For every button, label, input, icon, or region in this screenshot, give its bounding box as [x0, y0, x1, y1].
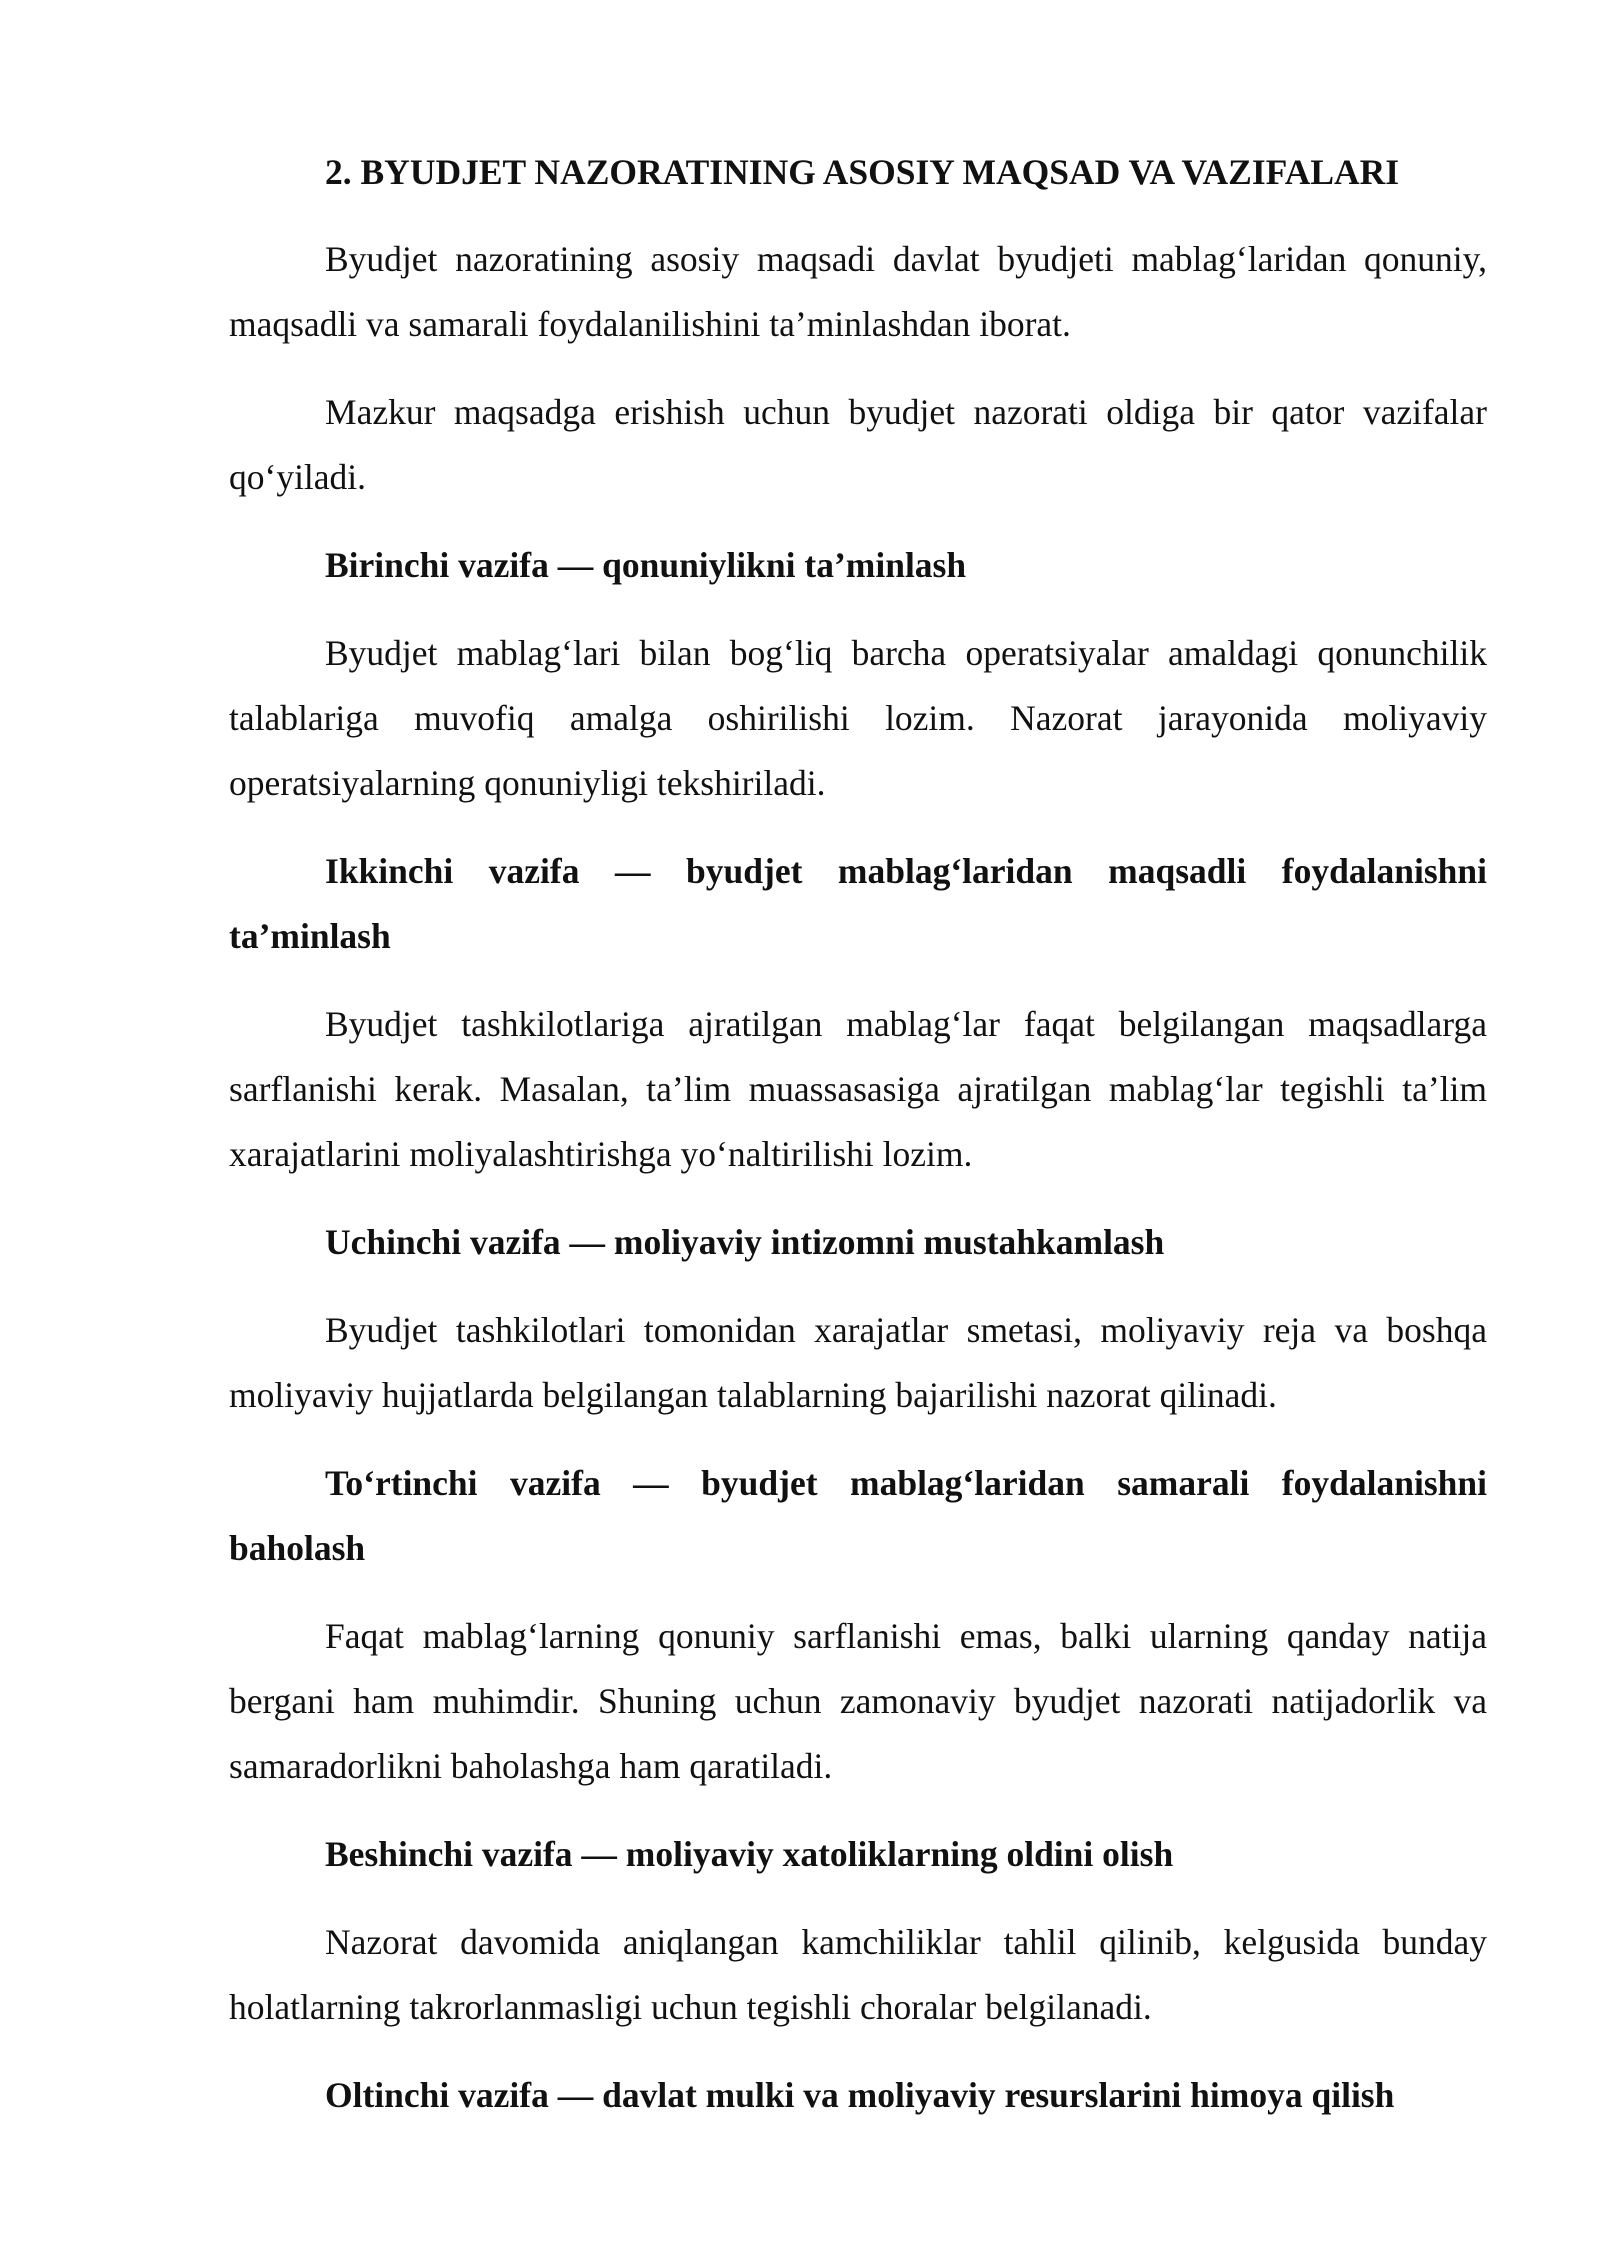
body-paragraph: Faqat mablag‘larning qonuniy sarflanishi emas, balki ularning qanday natija bergani ham muhimdir. Shuning uchun zamonaviy byudjet nazorati natijadorlik va samaradorlikni baholashga ham qaratiladi. — [229, 1616, 1487, 1786]
document-page — [229, 140, 1487, 2220]
task-heading: To‘rtinchi vazifa — byudjet mablag‘laridan samarali foydalanishni baholash — [229, 1463, 1487, 1568]
body-paragraph: Mazkur maqsadga erishish uchun byudjet nazorati oldiga bir qator vazifalar qo‘yiladi. — [229, 392, 1487, 497]
body-paragraph: Byudjet tashkilotlariga ajratilgan mablag‘lar faqat belgilangan maqsadlarga sarflanishi kerak. Masalan, ta’lim muassasasiga ajratilgan mablag‘lar tegishli ta’lim xarajatlarini moliyalashtirishga yo‘naltirilishi lozim. — [229, 1004, 1487, 1174]
body-paragraph: Nazorat davomida aniqlangan kamchiliklar tahlil qilinib, kelgusida bunday holatlarning takrorlanmasligi uchun tegishli choralar belgilanadi. — [229, 1922, 1487, 2027]
task-heading: Oltinchi vazifa — davlat mulki va moliyaviy resurslarini himoya qilish — [325, 2075, 1395, 2115]
body-paragraph: Byudjet mablag‘lari bilan bog‘liq barcha operatsiyalar amaldagi qonunchilik talablariga muvofiq amalga oshirilishi lozim. Nazorat jarayonida moliyaviy operatsiyalarning qonuniyligi tekshiriladi. — [229, 633, 1487, 803]
body-paragraph: Byudjet tashkilotlari tomonidan xarajatlar smetasi, moliyaviy reja va boshqa moliyaviy hujjatlarda belgilangan talablarning bajarilishi nazorat qilinadi. — [229, 1310, 1487, 1415]
section-heading: 2. BYUDJET NAZORATINING ASOSIY MAQSAD VA VAZIFALARI — [325, 152, 1400, 192]
body-paragraph: Byudjet nazoratining asosiy maqsadi davlat byudjeti mablag‘laridan qonuniy, maqsadli va samarali foydalanilishini ta’minlashdan iborat. — [229, 239, 1487, 344]
task-heading: Beshinchi vazifa — moliyaviy xatoliklarning oldini olish — [325, 1834, 1174, 1874]
task-heading: Birinchi vazifa — qonuniylikni ta’minlash — [325, 545, 967, 585]
task-heading: Uchinchi vazifa — moliyaviy intizomni mustahkamlash — [325, 1222, 1165, 1262]
task-heading: Ikkinchi vazifa — byudjet mablag‘laridan maqsadli foydalanishni ta’minlash — [229, 851, 1487, 956]
